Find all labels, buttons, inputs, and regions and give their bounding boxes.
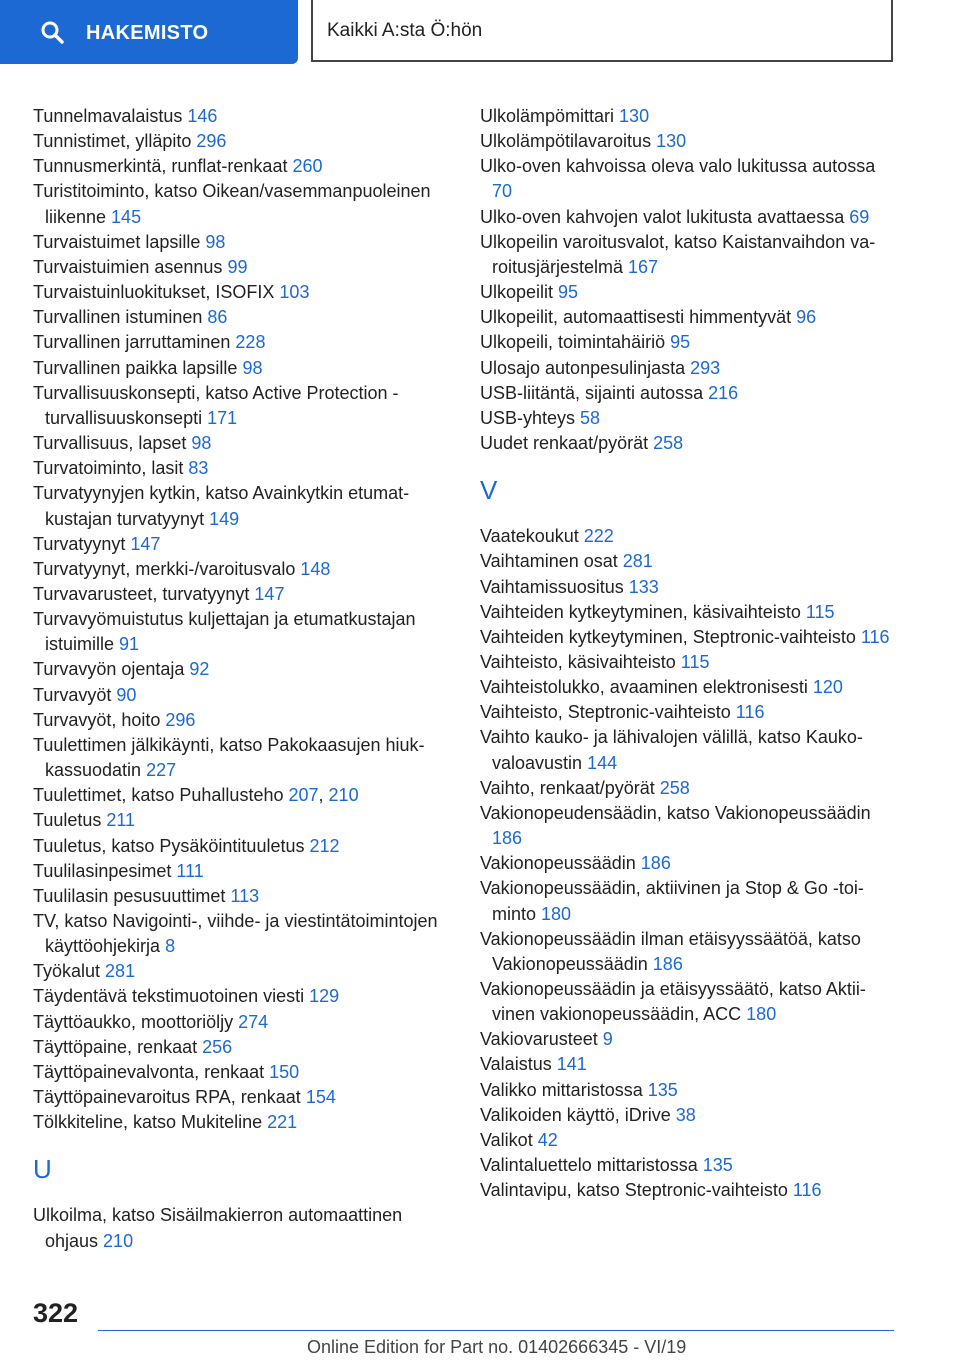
page-link[interactable]: 148 (300, 558, 331, 579)
index-entry (33, 607, 451, 657)
index-entry (480, 356, 898, 381)
index-entry-text: Turvavyöt (33, 684, 117, 705)
breadcrumb (311, 0, 893, 62)
index-entry-text: Vakionopeussäädin (480, 853, 641, 874)
index-entry (480, 575, 898, 600)
page-link[interactable]: 116 (792, 1180, 822, 1201)
index-entry-text: Turvallinen jarruttaminen (33, 332, 236, 353)
index-entry (480, 406, 898, 431)
page-link[interactable]: 227 (146, 760, 177, 781)
index-entry (33, 305, 451, 330)
page-link[interactable]: 130 (619, 106, 650, 126)
index-entry-text: Turvallisuuskonsepti, katso Active Protection -turvallisuuskonsepti (33, 382, 399, 428)
page-link[interactable]: 186 (492, 828, 523, 849)
index-entry (480, 977, 898, 1027)
page-link[interactable]: 98 (205, 231, 226, 252)
page-link[interactable]: 95 (670, 332, 691, 353)
page-link[interactable]: 103 (279, 282, 310, 303)
footer-divider (98, 1330, 894, 1331)
index-entry (33, 1010, 451, 1035)
page-link[interactable]: 99 (227, 256, 248, 277)
page-link[interactable]: 212 (309, 835, 340, 856)
index-entry-text: Vaihtamissuositus (480, 576, 629, 597)
index-entry-text: Valikko mittaristossa (480, 1079, 648, 1100)
index-entry (480, 129, 898, 154)
page-link[interactable]: 116 (735, 702, 765, 723)
page-link[interactable]: 115 (805, 601, 835, 622)
page-link[interactable]: 130 (656, 131, 687, 152)
page-link[interactable]: 96 (796, 307, 817, 328)
index-entry-text: Vaihtaminen osat (480, 551, 623, 572)
index-entry-text: Työkalut (33, 961, 106, 982)
page-link[interactable]: 9 (602, 1029, 613, 1050)
index-entry (33, 657, 451, 682)
index-entry (33, 129, 451, 154)
index-entry (480, 154, 898, 204)
index-entry-text: Vaihto, renkaat/pyörät (480, 777, 660, 798)
search-button-label: HAKEMISTO (86, 22, 209, 44)
index-entry-text: Vaatekoukut (480, 526, 584, 547)
index-entry (480, 1153, 898, 1178)
index-entry-text: Ulkolämpömittari (480, 106, 620, 126)
page-link[interactable]: 149 (209, 508, 240, 529)
index-entry: Tuulettimet, katso Puhallusteho 207, 210 (33, 785, 359, 806)
index-entry (33, 431, 451, 456)
page-link[interactable]: 98 (242, 357, 263, 378)
page-link[interactable]: 222 (583, 526, 614, 547)
index-entry-text: Turvatoiminto, lasit (33, 458, 189, 479)
page-link[interactable]: 86 (207, 307, 228, 328)
index-entry-text: Turvatyynyjen kytkin, katso Avainkytkin etumatkustajan turvatyynyt (33, 483, 410, 529)
index-entry (33, 884, 451, 909)
index-entry-text: Valaistus (480, 1054, 557, 1075)
page-link[interactable]: 210 (328, 785, 359, 806)
page-link[interactable]: 70 (492, 181, 513, 202)
index-entry-text: Valikot (480, 1129, 538, 1150)
page-link[interactable]: 256 (202, 1036, 233, 1057)
page-link[interactable]: 180 (746, 1004, 777, 1025)
index-entry (480, 1052, 898, 1077)
index-entry-text: Vaihteiden kytkeytyminen, käsivaihteisto (480, 601, 806, 622)
page-link[interactable]: 98 (191, 433, 212, 454)
page-link[interactable]: 258 (653, 433, 684, 454)
index-column-right (480, 104, 898, 1203)
index-entry (480, 927, 898, 977)
page-link[interactable]: 111 (176, 860, 204, 881)
page-number: 322 (33, 1298, 79, 1328)
index-entry-text: Turvavarusteet, turvatyynyt (33, 583, 255, 604)
page-link[interactable]: 58 (580, 407, 601, 428)
index-entry (33, 1203, 451, 1253)
page-link[interactable]: 207 (288, 785, 319, 806)
index-entry-text: Vakionopeussäädin ja etäisyyssäätö, katso Aktiivinen vakionopeussäädin, ACC (480, 979, 866, 1025)
index-entry (480, 650, 898, 675)
index-entry (33, 1060, 451, 1085)
index-entry-text: Vaihteisto, Steptronic-vaihteisto (480, 702, 736, 723)
index-entry-text: Vaihto kauko- ja lähivalojen välillä, katso Kaukovaloavustin (480, 727, 863, 773)
index-entry (480, 549, 898, 574)
page-link[interactable]: 281 (105, 961, 136, 982)
index-entry (33, 381, 451, 431)
index-entry (480, 801, 898, 851)
index-entry-text: Turvatyynyt, merkki-/varoitusvalo (33, 558, 301, 579)
breadcrumb-label: Kaikki A:sta Ö:hön (327, 20, 483, 41)
page-link[interactable]: 216 (708, 382, 739, 403)
page-link[interactable]: 147 (130, 533, 161, 554)
page-link[interactable]: 150 (269, 1061, 300, 1082)
index-entry-text: Turvatyynyt (33, 533, 131, 554)
index-entry (33, 984, 451, 1009)
index-entry (33, 230, 451, 255)
index-entry-text: Tuuletus, katso Pysäköintituuletus (33, 835, 310, 856)
page-link[interactable]: 113 (230, 885, 260, 906)
page-link[interactable]: 260 (292, 156, 323, 177)
page-link[interactable]: 90 (116, 684, 137, 705)
index-entry (33, 104, 451, 129)
page-link[interactable]: 146 (187, 106, 218, 126)
index-entry (33, 959, 451, 984)
index-entry-text: Turvaistuinluokitukset, ISOFIX (33, 282, 280, 303)
index-entry (480, 600, 898, 625)
page-link[interactable]: 258 (659, 777, 690, 798)
index-entry (480, 625, 898, 650)
page-link[interactable]: 210 (103, 1230, 134, 1251)
index-entry (33, 1035, 451, 1060)
index-entry-text: Turvavyöt, hoito (33, 709, 166, 730)
index-entry (33, 179, 451, 229)
index-entry-text: Ulkopeili, toimintahäiriö (480, 332, 671, 353)
index-entry (480, 330, 898, 355)
index-entry-text: Turvallinen paikka lapsille (33, 357, 243, 378)
index-entry (480, 1027, 898, 1052)
index-entry-text: Tuulilasin pesusuuttimet (33, 885, 231, 906)
page-link[interactable]: 69 (849, 206, 870, 227)
index-entry-text: Turvavyön ojentaja (33, 659, 190, 680)
index-entry (33, 154, 451, 179)
index-entry-text: Vakionopeudensäädin, katso Vakionopeussäädin (480, 802, 871, 823)
index-entry (33, 683, 451, 708)
page-link[interactable]: 120 (812, 677, 843, 698)
index-entry-text: Valikoiden käyttö, iDrive (480, 1104, 676, 1125)
index-entry-text: Vakionopeussäädin ilman etäisyyssäätöä, katso Vakionopeussäädin (480, 928, 861, 974)
index-entry (33, 481, 451, 531)
page-link[interactable]: 129 (309, 986, 340, 1007)
index-entry-text: Vaihteistolukko, avaaminen elektronisesti (480, 677, 813, 698)
index-entry (480, 851, 898, 876)
index-entry-text: Vaihteisto, käsivaihteisto (480, 651, 681, 672)
index-entry (33, 808, 451, 833)
page-link[interactable]: 38 (675, 1104, 696, 1125)
index-entry (480, 205, 898, 230)
index-entry (480, 700, 898, 725)
edition-text: Online Edition for Part no. 01402666345 - VI/19 (307, 1337, 687, 1357)
index-entry (480, 1178, 898, 1203)
index-entry (33, 255, 451, 280)
index-entry-text: Ulko-oven kahvojen valot lukitusta avattaessa (480, 206, 850, 227)
index-entry-text: Turistitoiminto, katso Oikean/vasemmanpuoleinen liikenne (33, 181, 431, 227)
page-link[interactable]: 135 (702, 1155, 733, 1176)
index-entry (480, 1078, 898, 1103)
page-link[interactable]: 180 (541, 903, 572, 924)
page-link[interactable]: 296 (196, 131, 227, 152)
page-link[interactable]: 83 (188, 458, 209, 479)
index-entry-text: Ulosajo autonpesulinjasta (480, 357, 691, 378)
index-entry (480, 524, 898, 549)
index-entry-text: Valintaluettelo mittaristossa (480, 1155, 703, 1176)
index-entry-text: Tuulettimen jälkikäynti, katso Pakokaasujen hiukkassuodatin (33, 734, 425, 781)
page-link[interactable]: 144 (587, 752, 618, 773)
index-entry (480, 776, 898, 801)
index-entry-text: TV, katso Navigointi-, viihde- ja viestintätoimintojen käyttöohjekirja (33, 911, 438, 957)
index-entry-text: Täyttöaukko, moottoriöljy (33, 1011, 239, 1032)
index-entry-text: Turvallisuus, lapset (33, 433, 192, 454)
page-link[interactable]: 281 (622, 551, 653, 572)
page-link[interactable]: 8 (165, 936, 176, 957)
index-entry-text: Uudet renkaat/pyörät (480, 433, 654, 454)
page-link[interactable]: 133 (628, 576, 659, 597)
index-entry (33, 834, 451, 859)
page-link[interactable]: 221 (267, 1112, 298, 1133)
index-entry-text: Vakionopeussäädin, aktiivinen ja Stop & Go -toiminto (480, 878, 864, 924)
page-link[interactable]: 115 (680, 651, 710, 672)
index-entry-text: Tuulilasinpesimet (33, 860, 177, 881)
index-entry-text: Vaihteiden kytkeytyminen, Steptronic-vaihteisto (480, 626, 861, 647)
index-entry (480, 431, 898, 456)
index-entry-text: Täyttöpaine, renkaat (33, 1036, 203, 1057)
page-link[interactable]: 211 (106, 810, 136, 831)
page-link[interactable]: 95 (558, 282, 579, 303)
index-entry (33, 582, 451, 607)
page-link[interactable]: 186 (652, 953, 683, 974)
index-entry (480, 305, 898, 330)
index-entry (33, 1085, 451, 1110)
index-entry-text: Ulkopeilit (480, 282, 559, 303)
page-link[interactable]: 186 (640, 853, 671, 874)
index-entry (480, 1103, 898, 1128)
index-entry-text: Turvallinen istuminen (33, 307, 208, 328)
page-link[interactable]: 171 (207, 407, 238, 428)
index-entry-text: Tunnistimet, ylläpito (33, 131, 197, 152)
page-link[interactable]: 154 (305, 1087, 336, 1108)
index-entry (480, 876, 898, 926)
index-entry (33, 456, 451, 481)
index-entry-text: Tuulettimet, katso Puhallusteho (33, 785, 289, 806)
index-entry (480, 381, 898, 406)
page-link[interactable]: 167 (628, 256, 659, 277)
index-entry (480, 280, 898, 305)
index-entry (33, 280, 451, 305)
index-entry-text: Ulkoilma, katso Sisäilmakierron automaattinen ohjaus (33, 1205, 403, 1251)
index-entry (33, 532, 451, 557)
index-entry-text: USB-liitäntä, sijainti autossa (480, 382, 709, 403)
index-entry (480, 725, 898, 775)
page-link[interactable]: 228 (235, 332, 266, 353)
index-entry (33, 859, 451, 884)
index-entry-text: Turvaistuimet lapsille (33, 231, 206, 252)
index-entry-text: Turvaistuimien asennus (33, 256, 228, 277)
index-entry-text: Vakiovarusteet (480, 1029, 603, 1050)
index-entry-text: Turvavyömuistutus kuljettajan ja etumatkustajan istuimille (33, 609, 416, 655)
page-link[interactable]: 92 (189, 659, 210, 680)
index-entry (33, 733, 451, 783)
index-entry (480, 104, 898, 129)
index-entry (33, 330, 451, 355)
index-entry (33, 708, 451, 733)
page-link[interactable]: 135 (647, 1079, 678, 1100)
page-link[interactable]: 296 (165, 709, 196, 730)
index-entry-text: Tunnusmerkintä, runflat-renkaat (33, 156, 293, 177)
page-link[interactable]: 145 (111, 206, 142, 227)
index-entry-text: Valintavipu, katso Steptronic-vaihteisto (480, 1180, 793, 1201)
index-entry-text: Ulkopeilin varoitusvalot, katso Kaistanvaihdon varoitusjärjestelmä (480, 231, 876, 277)
page-link[interactable]: 116 (860, 626, 890, 647)
page-link[interactable]: 91 (119, 634, 140, 655)
index-entry (33, 356, 451, 381)
index-entry-text: Täyttöpainevaroitus RPA, renkaat (33, 1087, 306, 1108)
index-entry (33, 557, 451, 582)
search-icon (40, 20, 64, 44)
index-entry-text: Täydentävä tekstimuotoinen viesti (33, 986, 310, 1007)
page-link[interactable]: 274 (238, 1011, 269, 1032)
index-entry-text: Ulkolämpötilavaroitus (480, 131, 657, 152)
index-entry-text: Tunnelmavalaistus (33, 106, 188, 126)
index-entry-text: USB-yhteys (480, 407, 581, 428)
page-link[interactable]: 42 (537, 1129, 558, 1150)
page-link[interactable]: 293 (690, 357, 721, 378)
page-link[interactable]: 147 (254, 583, 285, 604)
index-entry-text: Tölkkiteline, katso Mukiteline (33, 1112, 268, 1133)
index-entry (480, 230, 898, 280)
section-letter: U (33, 1154, 52, 1185)
index-entry (480, 1128, 898, 1153)
index-entry (480, 675, 898, 700)
search-button[interactable] (0, 0, 298, 64)
index-entry-text: Ulkopeilit, automaattisesti himmentyvät (480, 307, 797, 328)
index-entry-text: Ulko-oven kahvoissa oleva valo lukitussa autossa (480, 156, 876, 177)
index-entry-text: Tuuletus (33, 810, 107, 831)
index-entry (33, 1110, 451, 1135)
index-entry-text: Täyttöpainevalvonta, renkaat (33, 1061, 270, 1082)
page-link[interactable]: 141 (556, 1054, 587, 1075)
index-entry (33, 909, 451, 959)
index-column-left (33, 104, 451, 1254)
section-letter: V (480, 475, 498, 506)
